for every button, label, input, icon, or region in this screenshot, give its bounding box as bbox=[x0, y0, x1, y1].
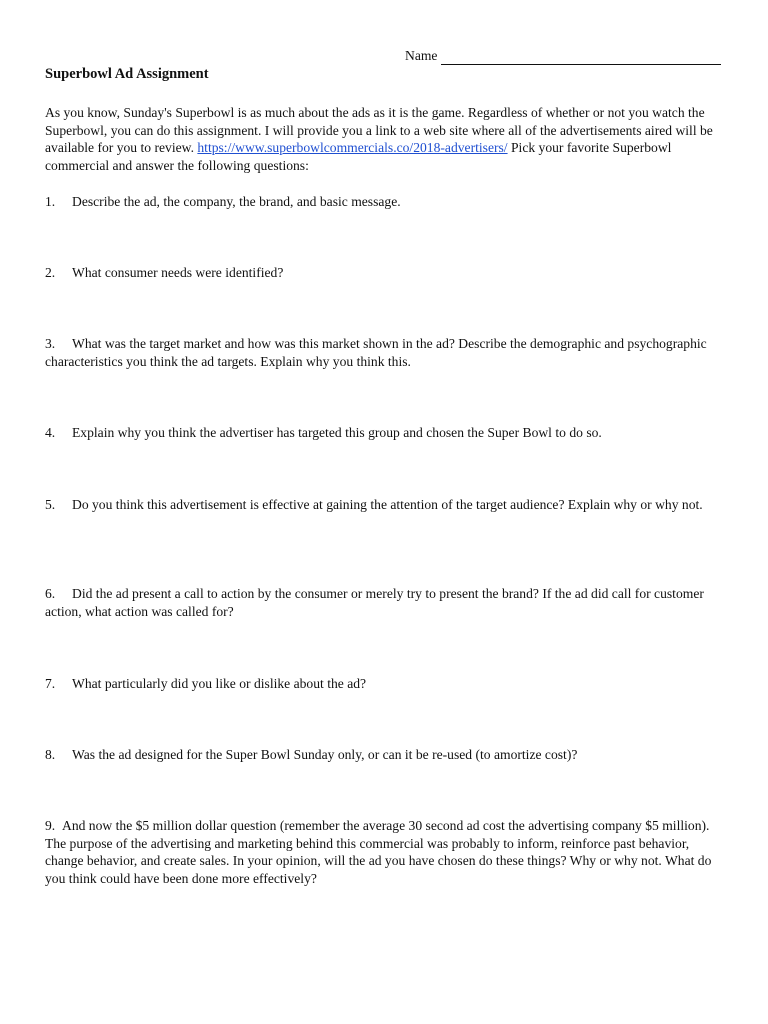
question-1 bbox=[45, 193, 725, 211]
question-text: Was the ad designed for the Super Bowl Sunday only, or can it be re-used (to amortize cost)? bbox=[72, 747, 578, 762]
question-4 bbox=[45, 424, 725, 442]
page-title: Superbowl Ad Assignment bbox=[45, 66, 209, 82]
question-7 bbox=[45, 675, 725, 693]
question-number: 2. bbox=[45, 265, 56, 280]
intro-text-after-link: Pick your favorite Superbowl commercial and answer the following questions: bbox=[45, 140, 672, 173]
question-number: 7. bbox=[45, 676, 56, 691]
question-number: 9. bbox=[45, 818, 56, 833]
question-text: What consumer needs were identified? bbox=[72, 265, 284, 280]
intro-paragraph bbox=[45, 104, 725, 174]
question-text: Describe the ad, the company, the brand, and basic message. bbox=[72, 194, 401, 209]
question-text: Did the ad present a call to action by the consumer or merely try to present the brand? If the ad did call for customer action, what action was called for? bbox=[45, 586, 704, 619]
question-text: What particularly did you like or dislike about the ad? bbox=[72, 676, 367, 691]
name-field bbox=[405, 47, 721, 65]
question-number: 1. bbox=[45, 194, 56, 209]
superbowl-commercials-link[interactable]: https://www.superbowlcommercials.co/2018-advertisers/ bbox=[197, 140, 508, 155]
question-8 bbox=[45, 746, 725, 764]
question-number: 8. bbox=[45, 747, 56, 762]
intro-text-before-link: As you know, Sunday's Superbowl is as much about the ads as it is the game. Regardless of whether or not you watch the Superbowl, you can do this assignment. I will provide you a link to a web site where all of the advertisements aired will be available for you to review. bbox=[45, 105, 713, 155]
question-number: 3. bbox=[45, 336, 56, 351]
question-6 bbox=[45, 585, 725, 620]
question-number: 5. bbox=[45, 497, 56, 512]
question-5 bbox=[45, 496, 725, 514]
name-blank-line[interactable] bbox=[441, 49, 721, 65]
question-number: 6. bbox=[45, 586, 56, 601]
question-text: What was the target market and how was this market shown in the ad? Describe the demographic and psychographic characteristics you think the ad targets. Explain why you think this. bbox=[45, 336, 707, 369]
question-text: And now the $5 million dollar question (remember the average 30 second ad cost the advertising company $5 million). The purpose of the advertising and marketing behind this commercial was probably to inform, reinforce past behavior, change behavior, and create sales. In your opinion, will the ad you have chosen do these things? Why or why not. What do you think could have been done more effectively? bbox=[45, 818, 712, 886]
question-9 bbox=[45, 817, 725, 887]
question-number: 4. bbox=[45, 425, 56, 440]
question-3 bbox=[45, 335, 725, 370]
question-text: Explain why you think the advertiser has targeted this group and chosen the Super Bowl to do so. bbox=[72, 425, 602, 440]
question-text: Do you think this advertisement is effective at gaining the attention of the target audience? Explain why or why not. bbox=[72, 497, 703, 512]
name-label: Name bbox=[405, 48, 438, 63]
question-2 bbox=[45, 264, 725, 282]
